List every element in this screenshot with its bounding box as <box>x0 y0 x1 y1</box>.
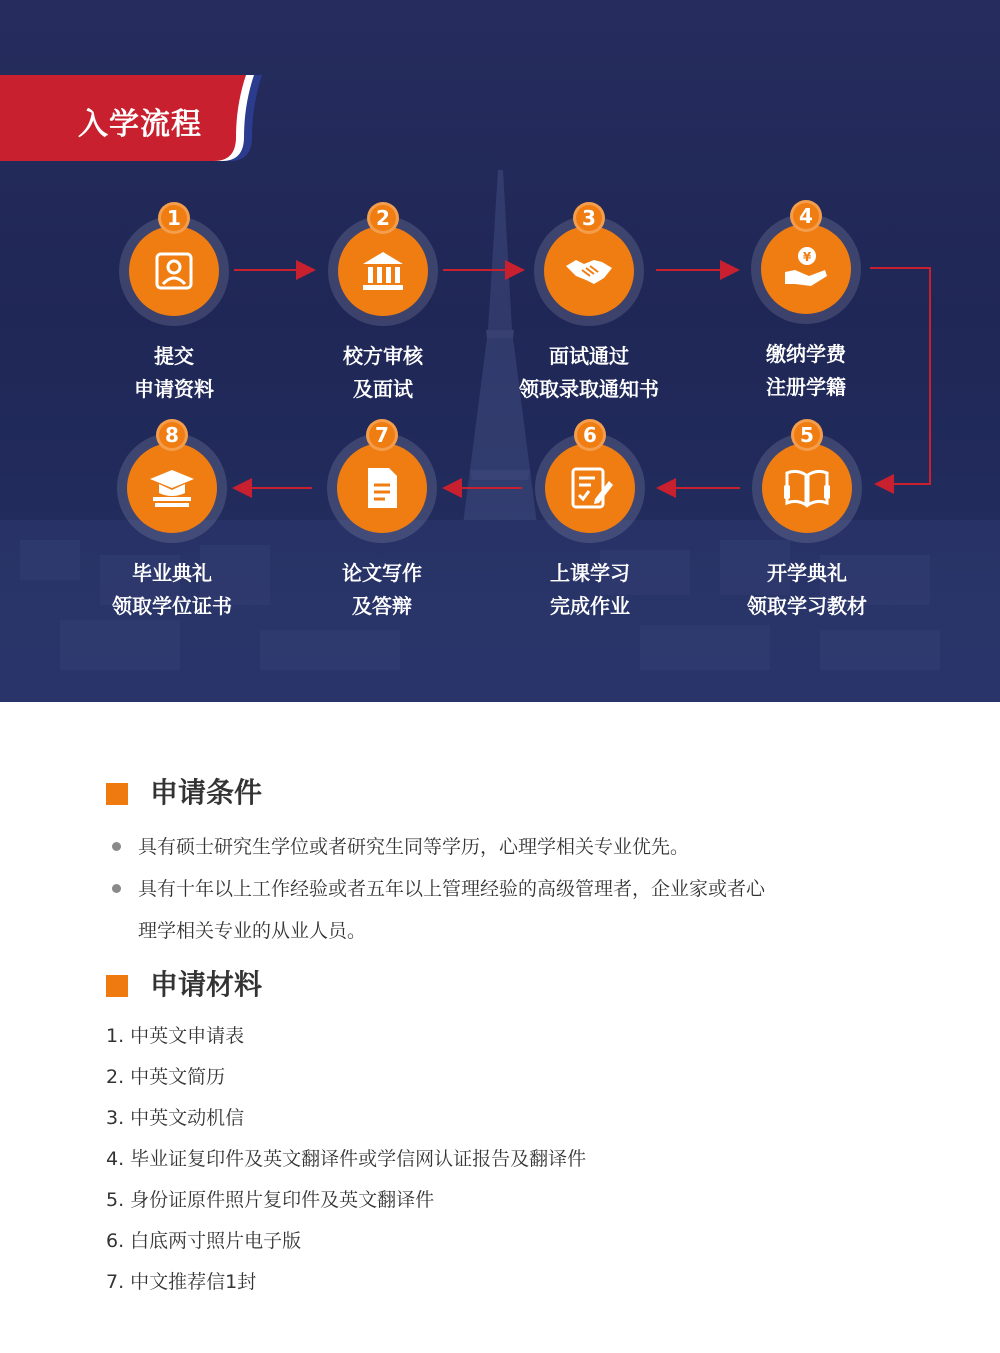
open-book-icon <box>782 463 832 513</box>
step-label: 论文写作 及答辩 <box>342 561 422 618</box>
step-label: 提交 申请资料 <box>134 344 214 401</box>
list-item: 6. 白底两寸照片电子版 <box>106 1230 302 1252</box>
step-number: 6 <box>574 419 606 451</box>
list-item: 3. 中英文动机信 <box>106 1107 245 1129</box>
step-label: 上课学习 完成作业 <box>550 561 630 618</box>
heading-marker <box>106 975 128 997</box>
handshake-icon <box>564 246 614 296</box>
step-number: 5 <box>791 419 823 451</box>
list-item: 7. 中文推荐信1封 <box>106 1271 257 1293</box>
step-label: 毕业典礼 领取学位证书 <box>112 561 232 618</box>
bullet-dot <box>112 884 121 893</box>
bullet-dot <box>112 842 121 851</box>
list-item: 具有硕士研究生学位或者研究生同等学历，心理学相关专业优先。 <box>112 826 892 868</box>
id-card-icon <box>149 246 199 296</box>
svg-text:¥: ¥ <box>802 250 812 264</box>
document-edit-icon <box>565 463 615 513</box>
list-item-continuation: 理学相关专业的从业人员。 <box>138 920 367 942</box>
list-item: 1. 中英文申请表 <box>106 1025 245 1047</box>
step-label: 校方审核 及面试 <box>343 344 423 401</box>
step-label: 面试通过 领取录取通知书 <box>519 344 659 401</box>
step-label: 开学典礼 领取学习教材 <box>747 561 867 618</box>
step-number: 8 <box>156 419 188 451</box>
materials-title: 申请材料 <box>150 968 263 1001</box>
paper-icon <box>357 463 407 513</box>
step-label: 缴纳学费 注册学籍 <box>766 342 846 399</box>
list-item: 5. 身份证原件照片复印件及英文翻译件 <box>106 1189 435 1211</box>
materials-list <box>106 1016 906 1303</box>
step-number: 2 <box>367 202 399 234</box>
payment-hand-icon <box>781 244 831 294</box>
step-number: 1 <box>158 202 190 234</box>
requirements-list <box>112 826 892 952</box>
list-item: 具有十年以上工作经验或者五年以上管理经验的高级管理者，企业家或者心 <box>112 868 892 910</box>
step-number: 4 <box>790 200 822 232</box>
graduation-cap-icon <box>147 463 197 513</box>
page-title: 入学流程 <box>78 107 202 142</box>
institution-icon <box>358 246 408 296</box>
step-number: 3 <box>573 202 605 234</box>
list-item: 4. 毕业证复印件及英文翻译件或学信网认证报告及翻译件 <box>106 1148 587 1170</box>
list-item: 2. 中英文简历 <box>106 1066 226 1088</box>
heading-marker <box>106 783 128 805</box>
requirements-title: 申请条件 <box>150 776 263 809</box>
step-number: 7 <box>366 419 398 451</box>
